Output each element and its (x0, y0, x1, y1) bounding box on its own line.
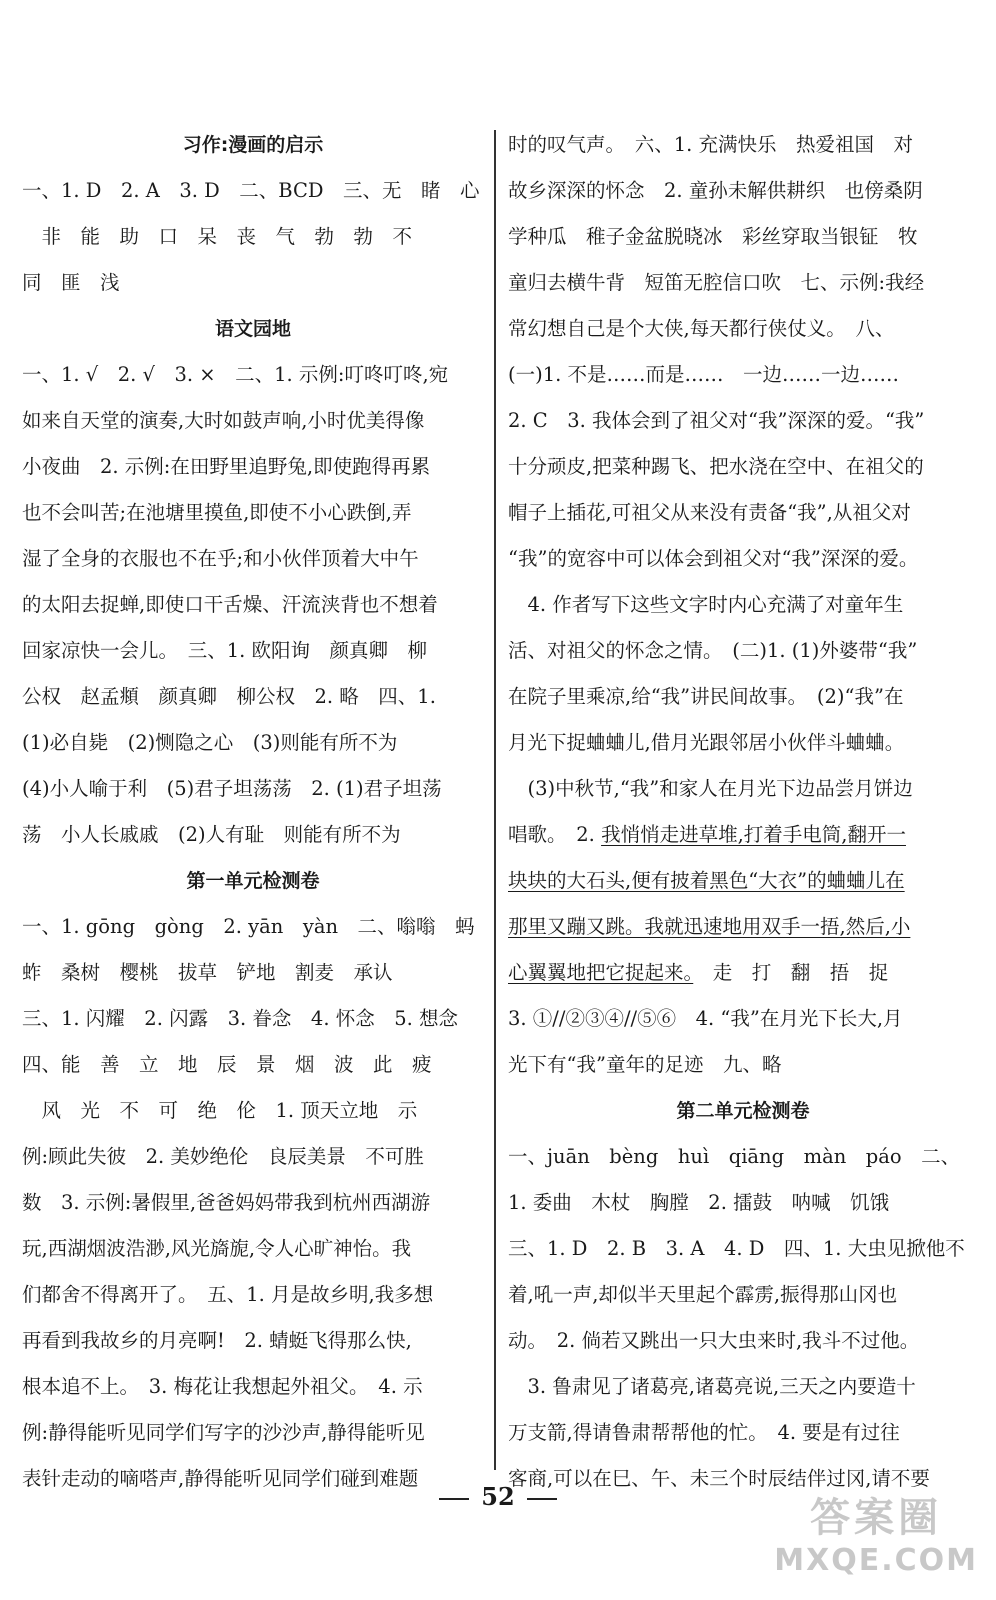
text-line (508, 444, 978, 490)
line-text: (3)中秋节,“我”和家人在月光下边品尝月饼边 (508, 777, 913, 800)
line-text-tail: 走 打 翻 捂 捉 (693, 961, 889, 984)
text-line (508, 260, 978, 306)
text-line (508, 168, 978, 214)
line-text: 动。 2. 倘若又跳出一只大虫来时,我斗不过他。 (508, 1329, 920, 1352)
line-text: 习作:漫画的启示 (182, 134, 324, 156)
text-line (508, 1180, 978, 1226)
text-line (22, 766, 484, 812)
line-text: 风 光 不 可 绝 伦 1. 顶天立地 示 (22, 1099, 418, 1122)
text-line (508, 352, 978, 398)
text-line (22, 168, 484, 214)
dash-right (527, 1498, 557, 1500)
line-text: 第二单元检测卷 (676, 1100, 810, 1122)
line-text: 3. 鲁肃见了诸葛亮,诸葛亮说,三天之内要造十 (508, 1375, 916, 1398)
text-line (22, 950, 484, 996)
text-line (508, 398, 978, 444)
line-text: 同 匪 浅 (22, 271, 120, 294)
line-text: 的太阳去捉蝉,即使口干舌燥、汗流浃背也不想着 (22, 593, 438, 616)
section-heading (22, 122, 484, 168)
line-text: (一)1. 不是……而是…… 一边……一边…… (508, 363, 900, 386)
line-text: 如来自天堂的演奏,大时如鼓声响,小时优美得像 (22, 409, 425, 432)
line-text: 小夜曲 2. 示例:在田野里追野兔,即使跑得再累 (22, 455, 431, 478)
text-line (22, 628, 484, 674)
text-line (508, 306, 978, 352)
section-heading (508, 1088, 978, 1134)
underlined-text: 那里又蹦又跳。我就迅速地用双手一捂,然后,小 (508, 915, 911, 938)
line-text: 活、对祖父的怀念之情。 (二)1. (1)外婆带“我” (508, 639, 918, 662)
line-text: 荡 小人长戚戚 (2)人有耻 则能有所不为 (22, 823, 401, 846)
line-text: 一、1. gōng gòng 2. yān yàn 二、嗡嗡 蚂 (22, 915, 475, 938)
line-text: 再看到我故乡的月亮啊! 2. 蜻蜓飞得那么快, (22, 1329, 412, 1352)
text-line (22, 1134, 484, 1180)
line-text: “我”的宽容中可以体会到祖父对“我”深深的爱。 (508, 547, 919, 570)
text-line (22, 352, 484, 398)
line-text: 根本追不上。 3. 梅花让我想起外祖父。 4. 示 (22, 1375, 423, 1398)
watermark-url: MXQE.COM (774, 1543, 978, 1578)
text-line (22, 398, 484, 444)
text-line (508, 812, 978, 858)
line-text: 三、1. 闪耀 2. 闪露 3. 眷念 4. 怀念 5. 想念 (22, 1007, 459, 1030)
line-text: (1)必自毙 (2)恻隐之心 (3)则能有所不为 (22, 731, 398, 754)
text-line (22, 1042, 484, 1088)
text-line (22, 536, 484, 582)
text-line (508, 628, 978, 674)
text-line (508, 1272, 978, 1318)
text-line (508, 1134, 978, 1180)
section-heading (22, 858, 484, 904)
text-line (22, 1088, 484, 1134)
text-line (22, 996, 484, 1042)
line-text: 时的叹气声。 六、1. 充满快乐 热爱祖国 对 (508, 133, 914, 156)
text-line (508, 214, 978, 260)
line-text: 公权 赵孟頫 颜真卿 柳公权 2. 略 四、1. (22, 685, 436, 708)
line-text: 第一单元检测卷 (186, 870, 320, 892)
line-text: 一、1. √ 2. √ 3. × 二、1. 示例:叮咚叮咚,宛 (22, 363, 449, 386)
watermark-logo: 答案圈 (810, 1495, 943, 1541)
line-text: 也不会叫苦;在池塘里摸鱼,即使不小心跌倒,弄 (22, 501, 412, 524)
text-line (508, 720, 978, 766)
text-line (508, 122, 978, 168)
text-line (508, 766, 978, 812)
text-line (22, 904, 484, 950)
line-text: 故乡深深的怀念 2. 童孙未解供耕织 也傍桑阴 (508, 179, 923, 202)
line-text: 湿了全身的衣服也不在乎;和小伙伴顶着大中午 (22, 547, 419, 570)
line-text: 学种瓜 稚子金盆脱晓冰 彩丝穿取当银钲 牧 (508, 225, 918, 248)
watermark (774, 1486, 978, 1578)
line-text: 4. 作者写下这些文字时内心充满了对童年生 (508, 593, 904, 616)
text-line (22, 260, 484, 306)
line-text: 们都舍不得离开了。 五、1. 月是故乡明,我多想 (22, 1283, 434, 1306)
text-line (22, 1364, 484, 1410)
underlined-text: 我悄悄走进草堆,打着手电筒,翻开一 (601, 823, 906, 846)
line-text: 三、1. D 2. B 3. A 4. D 四、1. 大虫见掀他不 (508, 1237, 965, 1260)
column-divider (494, 130, 496, 1470)
text-line (508, 1318, 978, 1364)
line-text: 非 能 助 口 呆 丧 气 勃 勃 不 (22, 225, 413, 248)
line-text: 3. ①//②③④//⑤⑥ 4. “我”在月光下长大,月 (508, 1007, 903, 1030)
text-line (508, 904, 978, 950)
page-number: 52 (481, 1482, 515, 1511)
line-text: 玩,西湖烟波浩渺,风光旖旎,令人心旷神怡。我 (22, 1237, 412, 1260)
line-text: 十分顽皮,把菜种踢飞、把水浇在空中、在祖父的 (508, 455, 924, 478)
line-text: 例:顾此失彼 2. 美妙绝伦 良辰美景 不可胜 (22, 1145, 424, 1168)
text-line (22, 674, 484, 720)
text-line (22, 582, 484, 628)
line-text: 着,吼一声,却似半天里起个霹雳,振得那山冈也 (508, 1283, 898, 1306)
text-line (22, 490, 484, 536)
line-text: 光下有“我”童年的足迹 九、略 (508, 1053, 782, 1076)
text-line (22, 1318, 484, 1364)
line-text: 2. C 3. 我体会到了祖父对“我”深深的爱。“我” (508, 409, 925, 432)
line-text: 一、1. D 2. A 3. D 二、BCD 三、无 睹 心 (22, 179, 480, 202)
line-text: 帽子上插花,可祖父从来没有责备“我”,从祖父对 (508, 501, 911, 524)
text-line (22, 1410, 484, 1456)
line-text: 语文园地 (214, 318, 291, 340)
line-text: 万支箭,得请鲁肃帮帮他的忙。 4. 要是有过往 (508, 1421, 900, 1444)
line-text: 在院子里乘凉,给“我”讲民间故事。 (2)“我”在 (508, 685, 904, 708)
text-line (508, 1364, 978, 1410)
line-text: 四、能 善 立 地 辰 景 烟 波 此 疲 (22, 1053, 432, 1076)
text-line (22, 1272, 484, 1318)
text-line (22, 444, 484, 490)
text-line (508, 1042, 978, 1088)
line-text: 月光下捉蛐蛐儿,借月光跟邻居小伙伴斗蛐蛐。 (508, 731, 905, 754)
section-heading (22, 306, 484, 352)
line-text: 客商,可以在巳、午、未三个时辰结伴过冈,请不要 (508, 1467, 930, 1490)
text-line (22, 720, 484, 766)
underlined-text: 块块的大石头,便有披着黑色“大衣”的蛐蛐儿在 (508, 869, 905, 892)
line-text: 童归去横牛背 短笛无腔信口吹 七、示例:我经 (508, 271, 925, 294)
text-line (508, 536, 978, 582)
line-text: 1. 委曲 木杖 胸膛 2. 擂鼓 呐喊 饥饿 (508, 1191, 890, 1214)
text-line (508, 674, 978, 720)
line-text: 蚱 桑树 樱桃 拔草 铲地 割麦 承认 (22, 961, 393, 984)
underlined-text: 心翼翼地把它捉起来。 (508, 961, 694, 984)
left-column (22, 122, 484, 1502)
text-line (22, 214, 484, 260)
right-column (508, 122, 978, 1502)
line-text: 常幻想自己是个大侠,每天都行侠仗义。 八、 (508, 317, 895, 340)
text-line (22, 1180, 484, 1226)
text-line (508, 950, 978, 996)
line-text: 一、juān bèng huì qiāng màn páo 二、 (508, 1145, 961, 1168)
text-line (508, 582, 978, 628)
line-text: (4)小人喻于利 (5)君子坦荡荡 2. (1)君子坦荡 (22, 777, 442, 800)
line-text: 例:静得能听见同学们写字的沙沙声,静得能听见 (22, 1421, 425, 1444)
line-text: 唱歌。 2. (508, 823, 602, 846)
line-text: 数 3. 示例:暑假里,爸爸妈妈带我到杭州西湖游 (22, 1191, 431, 1214)
dash-left (439, 1498, 469, 1500)
text-line (508, 1410, 978, 1456)
text-line (508, 996, 978, 1042)
text-line (508, 1226, 978, 1272)
text-line (508, 858, 978, 904)
line-text: 表针走动的嘀嗒声,静得能听见同学们碰到难题 (22, 1467, 419, 1490)
text-line (22, 1226, 484, 1272)
line-text: 回家凉快一会儿。 三、1. 欧阳询 颜真卿 柳 (22, 639, 428, 662)
text-line (508, 490, 978, 536)
text-line (22, 812, 484, 858)
